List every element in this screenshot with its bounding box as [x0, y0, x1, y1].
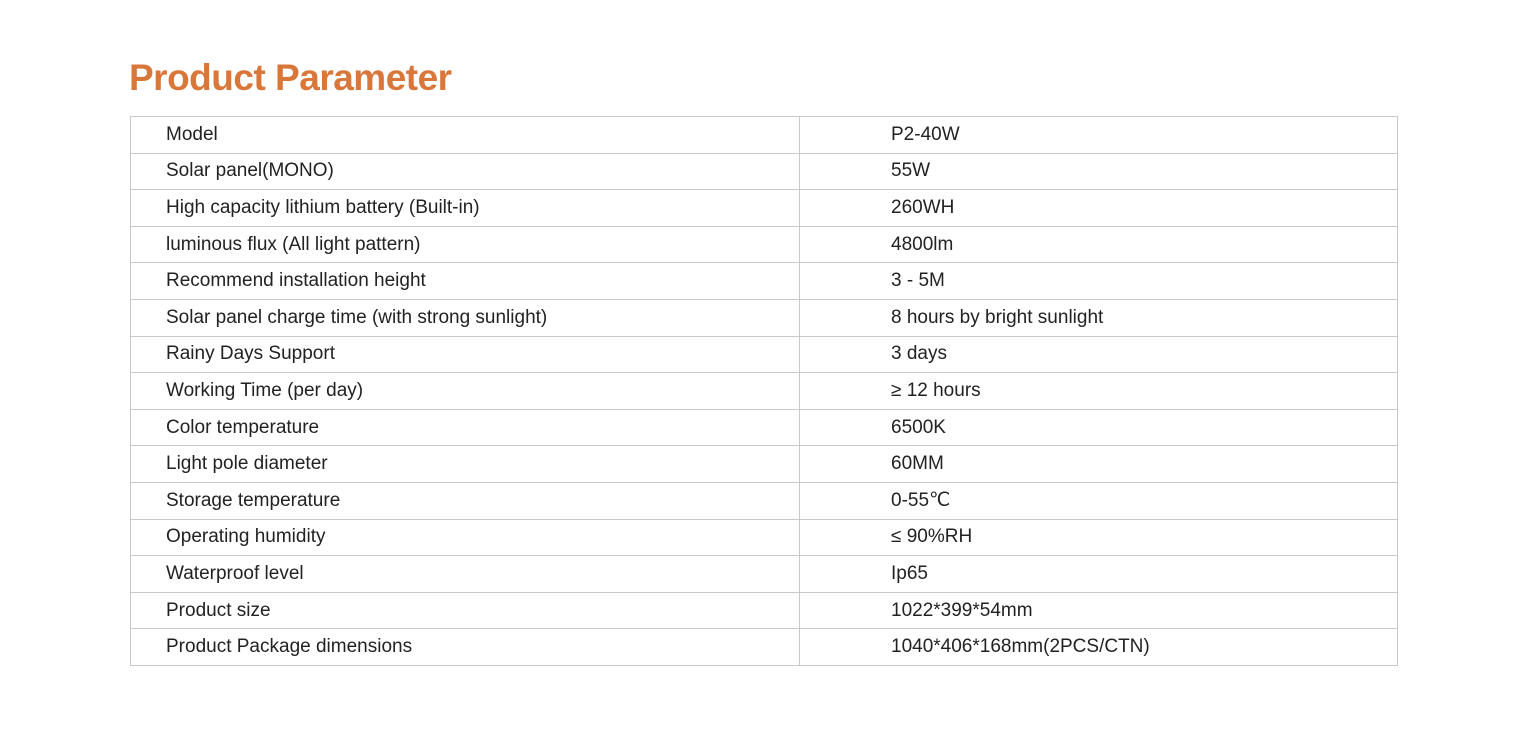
parameter-value: 8 hours by bright sunlight — [800, 299, 1398, 336]
table-row — [131, 153, 1398, 190]
table-row — [131, 190, 1398, 227]
table-row — [131, 556, 1398, 593]
table-row — [131, 263, 1398, 300]
parameter-name: Solar panel charge time (with strong sunlight) — [131, 299, 800, 336]
parameter-value: 3 - 5M — [800, 263, 1398, 300]
parameter-value: 3 days — [800, 336, 1398, 373]
parameter-value: P2-40W — [800, 117, 1398, 154]
parameter-name: Light pole diameter — [131, 446, 800, 483]
parameter-name: Product size — [131, 592, 800, 629]
parameter-value: Ip65 — [800, 556, 1398, 593]
parameter-name: Waterproof level — [131, 556, 800, 593]
parameter-value: 1022*399*54mm — [800, 592, 1398, 629]
table-row — [131, 592, 1398, 629]
spec-table-body — [131, 117, 1398, 666]
parameter-name: Recommend installation height — [131, 263, 800, 300]
parameter-value: 6500K — [800, 409, 1398, 446]
parameter-name: High capacity lithium battery (Built-in) — [131, 190, 800, 227]
parameter-name: Operating humidity — [131, 519, 800, 556]
table-row — [131, 226, 1398, 263]
parameter-name: Model — [131, 117, 800, 154]
parameter-value: 260WH — [800, 190, 1398, 227]
table-row — [131, 409, 1398, 446]
table-row — [131, 299, 1398, 336]
table-row — [131, 482, 1398, 519]
spec-table — [130, 116, 1398, 666]
parameter-name: luminous flux (All light pattern) — [131, 226, 800, 263]
parameter-value: ≤ 90%RH — [800, 519, 1398, 556]
table-row — [131, 519, 1398, 556]
table-row — [131, 373, 1398, 410]
parameter-value: 0-55℃ — [800, 482, 1398, 519]
parameter-value: 60MM — [800, 446, 1398, 483]
parameter-value: 55W — [800, 153, 1398, 190]
parameter-name: Product Package dimensions — [131, 629, 800, 666]
parameter-name: Rainy Days Support — [131, 336, 800, 373]
table-row — [131, 446, 1398, 483]
parameter-value: 1040*406*168mm(2PCS/CTN) — [800, 629, 1398, 666]
table-row — [131, 117, 1398, 154]
table-row — [131, 629, 1398, 666]
parameter-name: Storage temperature — [131, 482, 800, 519]
parameter-name: Color temperature — [131, 409, 800, 446]
page-title: Product Parameter — [129, 57, 452, 98]
parameter-name: Working Time (per day) — [131, 373, 800, 410]
parameter-value: 4800lm — [800, 226, 1398, 263]
table-row — [131, 336, 1398, 373]
parameter-value: ≥ 12 hours — [800, 373, 1398, 410]
parameter-name: Solar panel(MONO) — [131, 153, 800, 190]
